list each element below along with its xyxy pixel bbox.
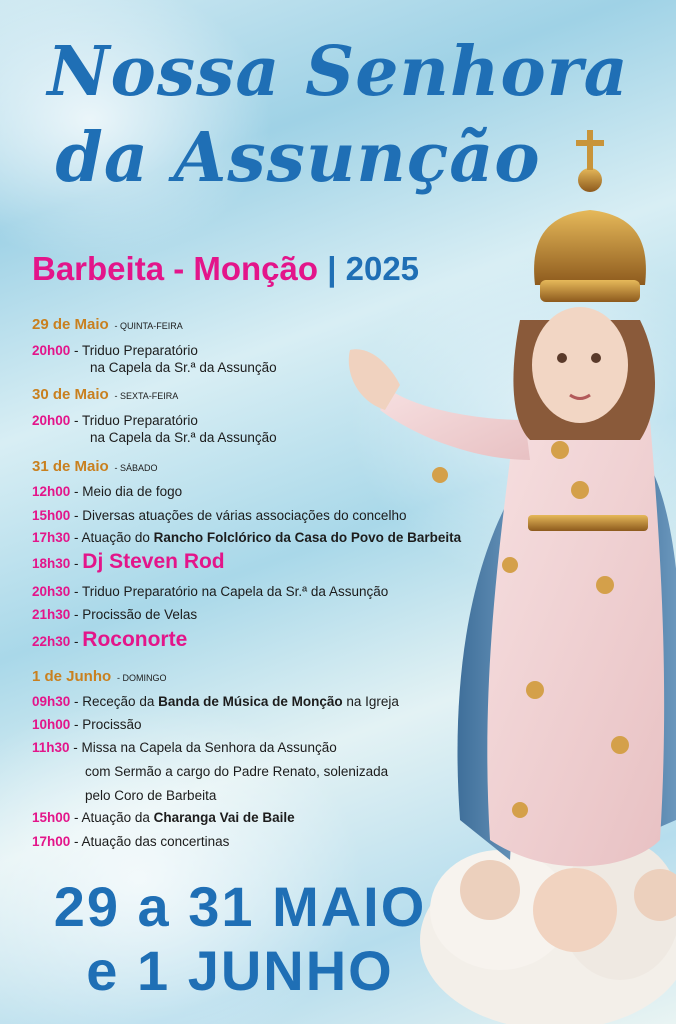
event-highlight: Dj Steven Rod: [82, 550, 225, 573]
event-text: Procissão de Velas: [82, 607, 198, 622]
event-continuation: com Sermão a cargo do Padre Renato, solenizada: [85, 764, 389, 779]
event-row: 17h00 - Atuação das concertinas: [32, 834, 230, 849]
event-time: 17h00: [32, 834, 71, 849]
event-text: Receção da: [82, 694, 159, 709]
event-text-post: na Igreja: [342, 694, 399, 709]
dates-line-2: e 1 JUNHO: [86, 939, 394, 1002]
event-row: 20h30 - Triduo Preparatório na Capela da Sr.ª da Assunção: [32, 584, 389, 599]
event-time: 10h00: [32, 717, 71, 732]
event-row: 20h00 - Triduo Preparatório: [32, 413, 198, 428]
event-continuation: na Capela da Sr.ª da Assunção: [90, 360, 277, 375]
event-time: 17h30: [32, 530, 71, 545]
event-row: 15h00 - Diversas atuações de várias associações do concelho: [32, 508, 407, 523]
event-time: 20h00: [32, 413, 71, 428]
event-row: 15h00 - Atuação da Charanga Vai de Baile: [32, 810, 295, 825]
subtitle-year: 2025: [345, 250, 420, 287]
event-time: 11h30: [32, 740, 70, 755]
event-row: 18h30 - Dj Steven Rod: [32, 550, 225, 573]
event-text: Diversas atuações de várias associações do concelho: [82, 508, 407, 523]
day-heading: [32, 458, 157, 475]
event-time: 20h00: [32, 343, 71, 358]
event-time: 18h30: [32, 556, 71, 571]
event-time: 21h30: [32, 607, 71, 622]
event-text: Procissão: [82, 717, 142, 732]
title-line-2: da Assunção: [55, 118, 541, 198]
event-row: 22h30 - Roconorte: [32, 628, 188, 651]
day-heading: [32, 668, 166, 685]
event-row: 17h30 - Atuação do Rancho Folclórico da Casa do Povo de Barbeita: [32, 530, 462, 545]
day-weekday: - SEXTA-FEIRA: [114, 391, 179, 401]
day-date: 30 de Maio: [32, 386, 109, 403]
event-row: 11h30 - Missa na Capela da Senhora da Assunção: [32, 740, 337, 755]
event-time: 09h30: [32, 694, 71, 709]
event-continuation: pelo Coro de Barbeita: [85, 788, 217, 803]
day-weekday: - SÁBADO: [114, 463, 158, 473]
day-weekday: - QUINTA-FEIRA: [114, 321, 183, 331]
day-date: 31 de Maio: [32, 458, 109, 475]
day-heading: [32, 386, 178, 403]
event-text: Triduo Preparatório na Capela da Sr.ª da Assunção: [82, 584, 389, 599]
event-time: 15h00: [32, 508, 71, 523]
day-date: 1 de Junho: [32, 668, 112, 685]
event-time: 20h30: [32, 584, 71, 599]
subtitle-separator: |: [327, 250, 337, 287]
event-text-bold: Charanga Vai de Baile: [153, 810, 295, 825]
event-highlight: Roconorte: [82, 628, 188, 651]
title-line-1: Nossa Senhora: [47, 32, 629, 112]
subtitle-place: Barbeita - Monção: [32, 250, 319, 287]
event-time: 15h00: [32, 810, 71, 825]
dates-line-1: 29 a 31 MAIO: [53, 875, 427, 938]
event-text: Atuação do: [81, 530, 154, 545]
event-continuation: na Capela da Sr.ª da Assunção: [90, 430, 277, 445]
event-text: Atuação da: [81, 810, 154, 825]
event-row: 20h00 - Triduo Preparatório: [32, 343, 198, 358]
day-heading: [32, 316, 183, 333]
day-date: 29 de Maio: [32, 316, 109, 333]
event-text: Missa na Capela da Senhora da Assunção: [81, 740, 337, 755]
event-time: 12h00: [32, 484, 71, 499]
event-row: 10h00 - Procissão: [32, 717, 142, 732]
event-text: Triduo Preparatório: [82, 343, 198, 358]
event-text-bold: Rancho Folclórico da Casa do Povo de Barbeita: [153, 530, 462, 545]
event-row: 21h30 - Procissão de Velas: [32, 607, 198, 622]
event-text-bold: Banda de Música de Monção: [158, 694, 343, 709]
event-row: 12h00 - Meio dia de fogo: [32, 484, 183, 499]
event-text: Atuação das concertinas: [81, 834, 230, 849]
event-time: 22h30: [32, 634, 71, 649]
event-text: Triduo Preparatório: [82, 413, 198, 428]
event-row: 09h30 - Receção da Banda de Música de Monção na Igreja: [32, 694, 399, 709]
event-text: Meio dia de fogo: [82, 484, 183, 499]
day-weekday: - DOMINGO: [116, 673, 167, 683]
